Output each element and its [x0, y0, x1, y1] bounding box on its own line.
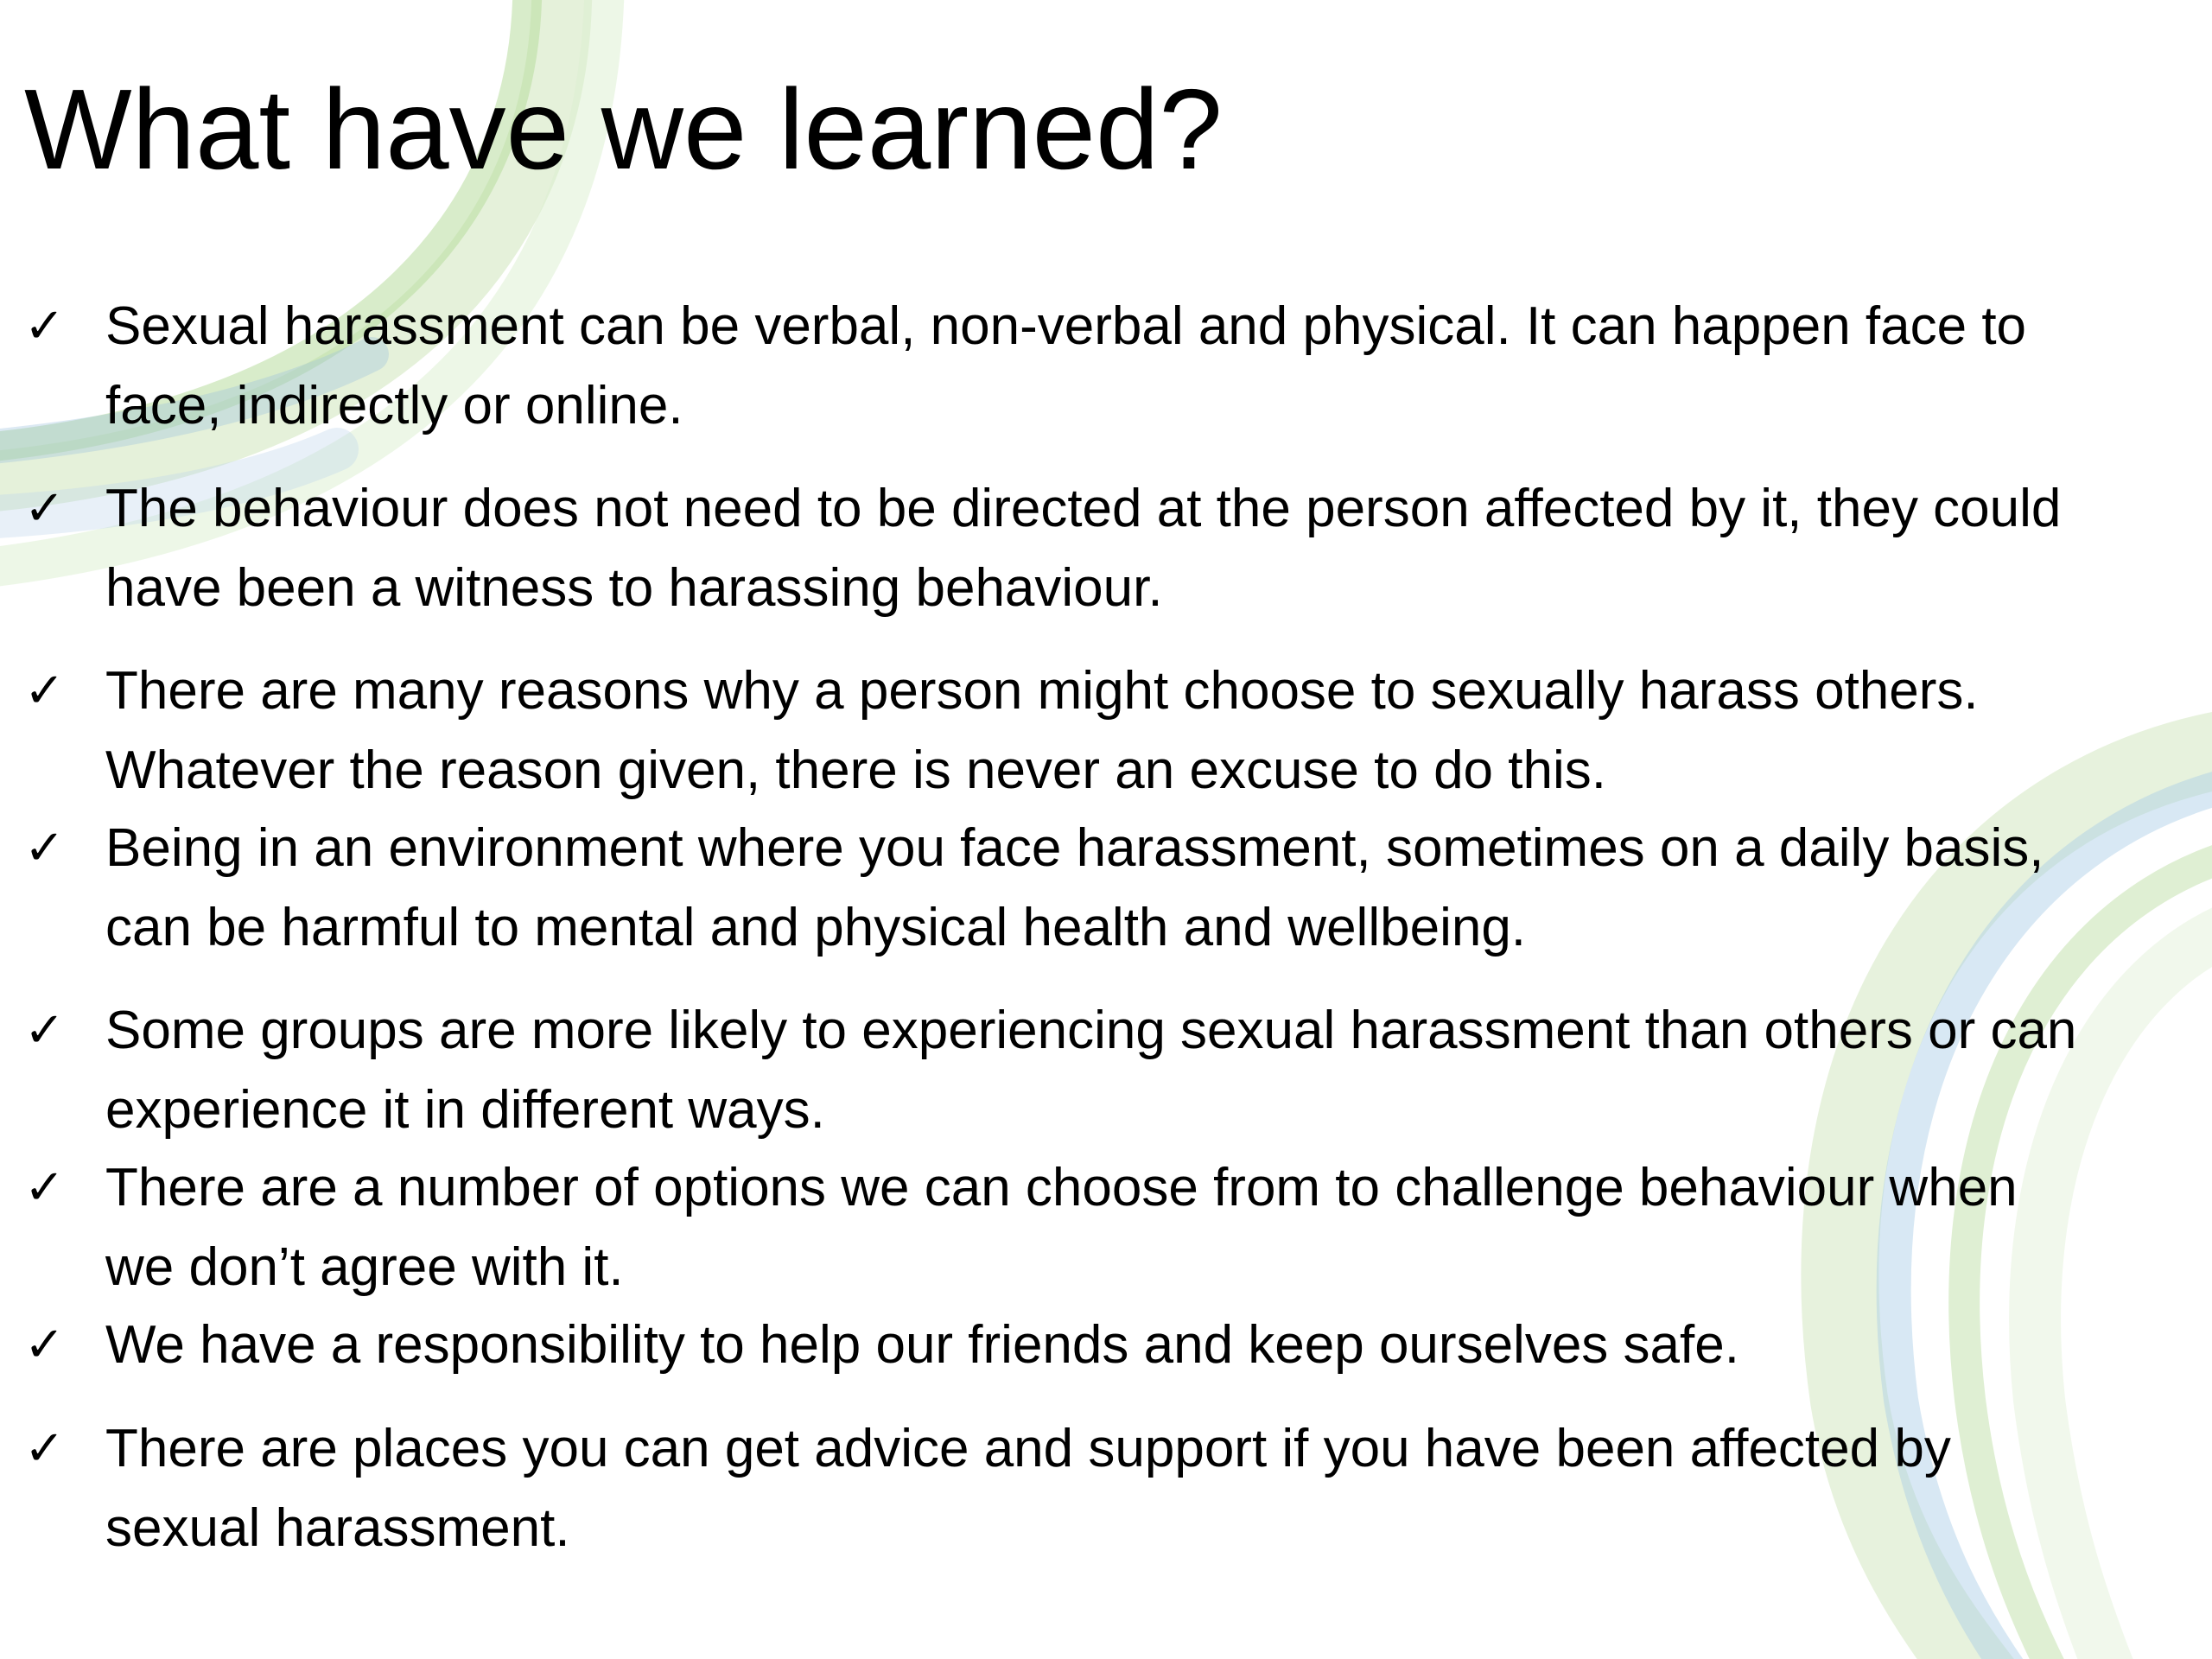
bullet-line: Whatever the reason given, there is never an excuse to do this. [105, 741, 1606, 800]
check-icon: ✓ [24, 298, 65, 354]
bullet-text [105, 809, 2196, 968]
bullet-line: experience it in different ways. [105, 1080, 825, 1140]
slide-title: What have we learned? [24, 66, 1223, 193]
check-icon: ✓ [24, 480, 65, 537]
bullet-line: Some groups are more likely to experiencing sexual harassment than others or can [105, 1001, 2077, 1060]
bullet-text [105, 469, 2196, 628]
bullet-line: Sexual harassment can be verbal, non-verbal and physical. It can happen face to [105, 296, 2027, 356]
bullet-line: face, indirectly or online. [105, 376, 683, 435]
check-icon: ✓ [24, 1160, 65, 1216]
bullet-line: Being in an environment where you face harassment, sometimes on a daily basis, [105, 818, 2044, 878]
bullet-text [105, 652, 2196, 810]
bullet-line: We have a responsibility to help our friends and keep ourselves safe. [105, 1315, 1739, 1375]
check-icon: ✓ [24, 1421, 65, 1477]
check-icon: ✓ [24, 1002, 65, 1058]
bullet-line: have been a witness to harassing behaviour. [105, 558, 1163, 618]
bullet-line: The behaviour does not need to be directed at the person affected by it, they could [105, 479, 2062, 538]
bullet-line: There are a number of options we can choose from to challenge behaviour when [105, 1158, 2018, 1217]
bullet-text [105, 1306, 2196, 1385]
check-icon: ✓ [24, 820, 65, 876]
bullet-text [105, 1409, 2196, 1568]
bullet-text [105, 287, 2196, 446]
bullet-line: can be harmful to mental and physical health and wellbeing. [105, 898, 1527, 957]
bullet-line: sexual harassment. [105, 1498, 570, 1558]
bullet-line: There are many reasons why a person might choose to sexually harass others. [105, 661, 1979, 721]
check-icon: ✓ [24, 1317, 65, 1373]
bullet-text [105, 991, 2196, 1150]
check-icon: ✓ [24, 663, 65, 719]
bullet-line: There are places you can get advice and support if you have been affected by [105, 1419, 1951, 1478]
bullet-line: we don’t agree with it. [105, 1237, 624, 1297]
bullet-text [105, 1148, 2196, 1307]
